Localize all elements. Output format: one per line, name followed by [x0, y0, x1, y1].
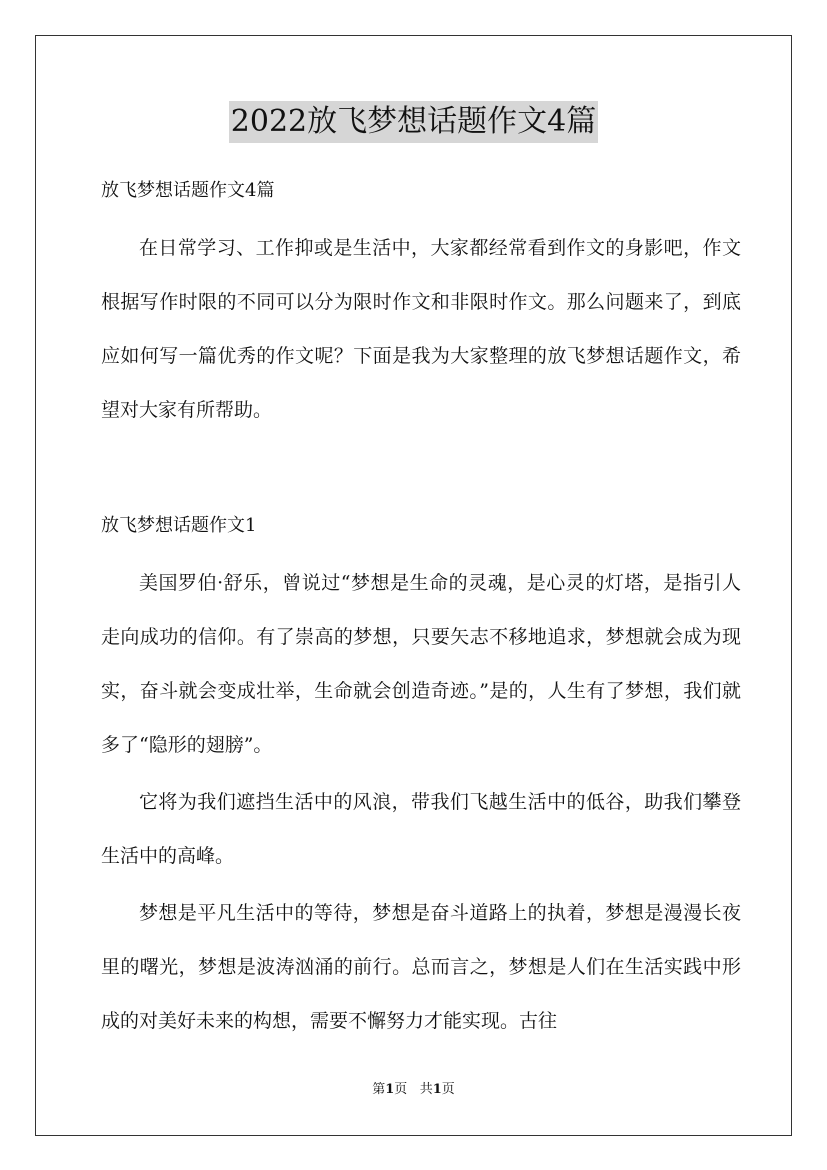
- document-body: [101, 172, 741, 1048]
- footer-total-unit: 页: [441, 1082, 455, 1097]
- essay-paragraph-3: 梦想是平凡生活中的等待，梦想是奋斗道路上的执着，梦想是漫漫长夜里的曙光，梦想是波涛汹涌的前行。总而言之，梦想是人们在生活实践中形成的对美好未来的构想，需要不懈努力才能实现。古往: [101, 902, 741, 1032]
- footer-total-number: 1: [432, 1082, 442, 1097]
- subheading-collection: 放飞梦想话题作文4篇: [101, 180, 275, 201]
- essay-paragraph-2: 它将为我们遮挡生活中的风浪，带我们飞越生活中的低谷，助我们攀登生活中的高峰。: [101, 791, 741, 867]
- footer-page-unit: 页: [394, 1082, 408, 1097]
- page-footer: [0, 1080, 827, 1100]
- document-title: 2022放飞梦想话题作文4篇: [229, 101, 598, 143]
- footer-page-number: 1: [385, 1082, 395, 1097]
- footer-total-prefix: 共: [419, 1082, 433, 1097]
- footer-page-prefix: 第: [372, 1082, 386, 1097]
- subheading-essay-1: 放飞梦想话题作文1: [101, 515, 257, 536]
- title-container: [0, 101, 827, 143]
- essay-paragraph-1: 美国罗伯·舒乐，曾说过“梦想是生命的灵魂，是心灵的灯塔，是指引人走向成功的信仰。有了崇高的梦想，只要矢志不移地追求，梦想就会成为现实，奋斗就会变成壮举，生命就会创造奇迹。”是的，人生有了梦想，我们就多了“隐形的翅膀”。: [101, 572, 741, 756]
- intro-paragraph: 在日常学习、工作抑或是生活中，大家都经常看到作文的身影吧，作文根据写作时限的不同可以分为限时作文和非限时作文。那么问题来了，到底应如何写一篇优秀的作文呢？下面是我为大家整理的放飞梦想话题作文，希望对大家有所帮助。: [101, 237, 741, 421]
